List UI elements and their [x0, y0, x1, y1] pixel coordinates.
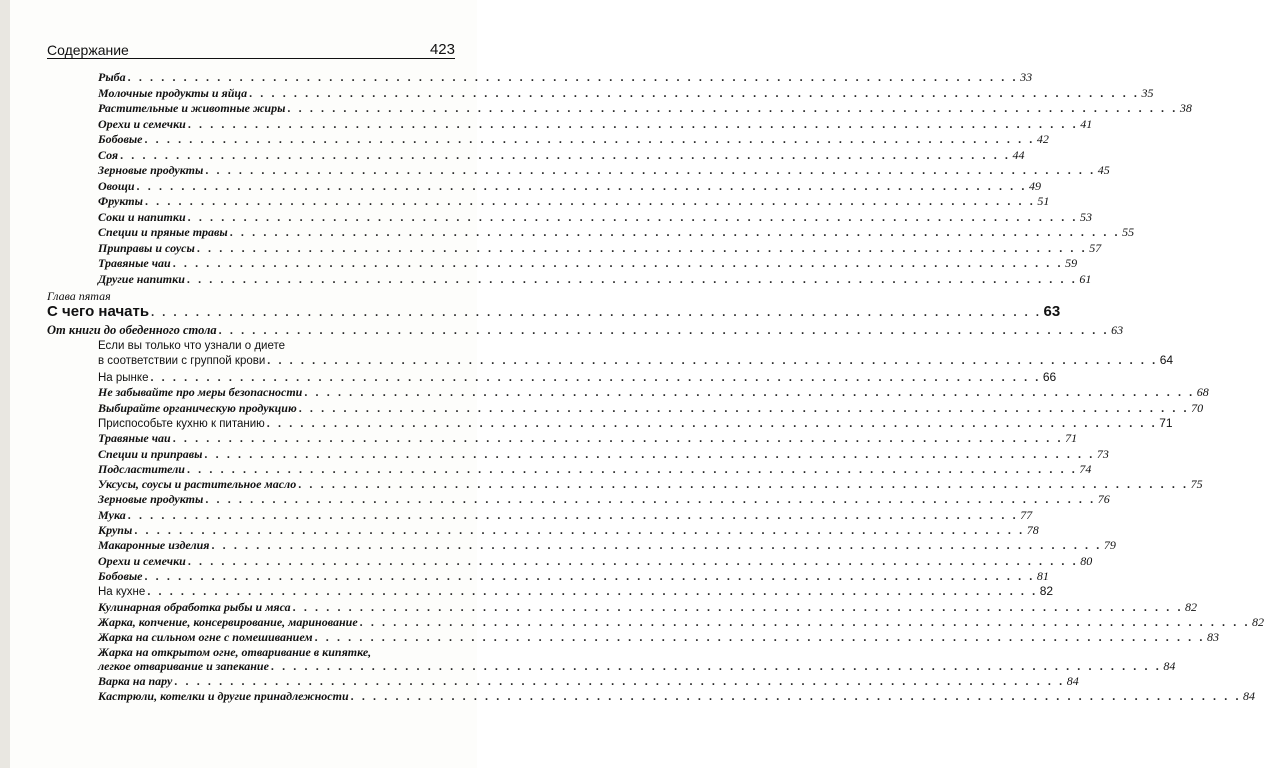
toc-entry-page: 35: [1141, 85, 1154, 100]
toc-entry-label: в соответствии с группой крови: [98, 355, 266, 367]
chapter-page: 63: [1043, 303, 1061, 320]
toc-entry-label: Зерновые продукты: [98, 492, 204, 507]
leader-dots: . . . . . . . . . . . . . . . . . . . . . . . . . . . . . . . . . . . . . . . . . . . . . . . . . . . . . . . . . . . . . . . . . . . . . . . . . . . . . . . .: [174, 674, 1065, 688]
toc-entry-page: 59: [1065, 256, 1078, 270]
toc-entry-page: 33: [1020, 70, 1033, 84]
toc-entry[interactable]: [98, 553, 1093, 568]
toc-entry-label: Мука: [98, 507, 126, 522]
toc-entry-blood[interactable]: [98, 353, 1174, 368]
toc-entry-label: Молочные продукты и яйца: [98, 85, 248, 100]
toc-entry-page: 77: [1020, 507, 1033, 522]
toc-entry-label: Соки и напитки: [98, 209, 186, 224]
toc-entry[interactable]: [98, 538, 1116, 553]
toc-entry-page: 76: [1097, 492, 1110, 507]
leader-dots: . . . . . . . . . . . . . . . . . . . . . . . . . . . . . . . . . . . . . . . . . . . . . . . . . . . . . . . . . . . . . . . . . . . . . . . . . . . . . . . .: [144, 568, 1035, 583]
toc-entry[interactable]: [98, 523, 1039, 537]
leader-dots: . . . . . . . . . . . . . . . . . . . . . . . . . . . . . . . . . . . . . . . . . . . . . . . . . . . . . . . . . . . . . . . . . . . . . . . . . . . . . . . .: [359, 614, 1251, 629]
toc-entry[interactable]: [98, 492, 1110, 507]
toc-entry-page: 81: [1036, 568, 1049, 583]
toc-entry[interactable]: [98, 446, 1109, 461]
toc-entry-label: Макаронные изделия: [98, 538, 210, 553]
toc-entry-label: Бобовые: [98, 568, 143, 583]
leader-dots: . . . . . . . . . . . . . . . . . . . . . . . . . . . . . . . . . . . . . . . . . . . . . . . . . . . . . . . . . . . . . . . . . . . . . . . . . . . . . . . .: [304, 385, 1195, 400]
leader-dots: . . . . . . . . . . . . . . . . . . . . . . . . . . . . . . . . . . . . . . . . . . . . . . . . . . . . . . . . . . . . . . . . . . . . . . . . . . . . . . . .: [350, 689, 1242, 704]
leader-dots: . . . . . . . . . . . . . . . . . . . . . . . . . . . . . . . . . . . . . . . . . . . . . . . . . . . . . . . . . . . . . . . . . . . . . . . . . . . . . . . .: [144, 194, 1036, 208]
leader-dots: . . . . . . . . . . . . . . . . . . . . . . . . . . . . . . . . . . . . . . . . . . . . . . . . . . . . . . . . . . . . . . . . . . . . . . . . . . . . . . . .: [267, 353, 1158, 367]
toc-entry-label: Травяные чаи: [98, 256, 171, 270]
toc-entry-page: 73: [1096, 446, 1109, 461]
toc-entry-page: 71: [1159, 415, 1173, 430]
section-page: 63: [1111, 323, 1124, 337]
leader-dots: . . . . . . . . . . . . . . . . . . . . . . . . . . . . . . . . . . . . . . . . . . . . . . . . . . . . . . . . . . . . . . . . . . . . . . . . . . . . . . . .: [205, 492, 1096, 507]
toc-entry-section[interactable]: [47, 323, 1124, 337]
toc-entry-page: 84: [1163, 659, 1176, 673]
toc-entry-label: Фрукты: [98, 194, 143, 208]
toc-entry-label: Растительные и животные жиры: [98, 101, 286, 115]
toc-entry-page: 79: [1103, 538, 1116, 553]
toc-entry-page: 78: [1026, 523, 1039, 537]
toc-entry-label: Жарка на сильном огне с помешиванием: [98, 630, 313, 645]
section-title: От книги до обеденного стола: [47, 323, 217, 337]
leader-dots: . . . . . . . . . . . . . . . . . . . . . . . . . . . . . . . . . . . . . . . . . . . . . . . . . . . . . . . . . . . . . . . . . . . . . . . . . . . . . . . .: [186, 461, 1078, 476]
toc-entry-page: 66: [1042, 370, 1057, 384]
toc-entry[interactable]: [98, 400, 1204, 415]
toc-entry-page: 55: [1122, 225, 1135, 239]
leader-dots: . . . . . . . . . . . . . . . . . . . . . . . . . . . . . . . . . . . . . . . . . . . . . . . . . . . . . . . . . . . . . . . . . . . . . . . . . . . . . . . .: [136, 178, 1027, 193]
toc-entry[interactable]: [98, 116, 1093, 131]
leader-dots: . . . . . . . . . . . . . . . . . . . . . . . . . . . . . . . . . . . . . . . . . . . . . . . . . . . . . . . . . . . . . . . . . . . . . . . . . . . . . . . .: [120, 147, 1011, 162]
toc-entry-blood-line1[interactable]: Если вы только что узнали о диете: [98, 340, 286, 352]
toc-entry-page: 84: [1243, 689, 1256, 704]
toc-entry[interactable]: [98, 370, 1057, 385]
toc-entry-page: 74: [1079, 461, 1092, 476]
toc-entry-page: 51: [1037, 194, 1050, 208]
leader-dots: . . . . . . . . . . . . . . . . . . . . . . . . . . . . . . . . . . . . . . . . . . . . . . . . . . . . . . . . . . . . . . . . . . . . . . . . . . . . . . . .: [229, 225, 1121, 239]
chapter-title: С чего начать: [47, 303, 150, 320]
leader-dots: . . . . . . . . . . . . . . . . . . . . . . . . . . . . . . . . . . . . . . . . . . . . . . . . . . . . . . . . . . . . . . . . . . . . . . . . . . . . . . . .: [287, 101, 1178, 115]
leader-dots: . . . . . . . . . . . . . . . . . . . . . . . . . . . . . . . . . . . . . . . . . . . . . . . . . . . . . . . . . . . . . . . . . . . . . . . . . . . . . . . .: [196, 240, 1088, 255]
toc-entry-page: 82: [1252, 614, 1264, 629]
leader-dots: . . . . . . . . . . . . . . . . . . . . . . . . . . . . . . . . . . . . . . . . . . . . . . . . . . . . . . . . . . . . . . . . . . . . . . . . . . . . . . . .: [187, 553, 1079, 568]
toc-entry-label: Травяные чаи: [98, 431, 171, 446]
toc-entry-boil[interactable]: [98, 659, 1176, 673]
toc-entry-page: 57: [1089, 240, 1102, 255]
leader-dots: . . . . . . . . . . . . . . . . . . . . . . . . . . . . . . . . . . . . . . . . . . . . . . . . . . . . . . . . . . . . . . . . . . . . . . . . . . . . . . . .: [134, 523, 1025, 537]
leader-dots: . . . . . . . . . . . . . . . . . . . . . . . . . . . . . . . . . . . . . . . . . . . . . . . . . . . . . . . . . . . . . . . . . . . . . . . . . . . . . . . .: [186, 271, 1078, 286]
toc-entry[interactable]: [98, 385, 1209, 400]
toc-entry-page: 70: [1191, 400, 1204, 415]
leader-dots: . . . . . . . . . . . . . . . . . . . . . . . . . . . . . . . . . . . . . . . . . . . . . . . . . . . . . . . . . . . . . . . . . . . . . . . . . . . . . . . .: [172, 431, 1064, 446]
leader-dots: . . . . . . . . . . . . . . . . . . . . . . . . . . . . . . . . . . . . . . . . . . . . . . . . . . . . . . . . . . . . . . . . . . . . . . . . . . . . . . . .: [187, 209, 1079, 224]
toc-entry-label: На кухне: [98, 586, 146, 599]
running-header: [47, 36, 455, 58]
toc-entry[interactable]: [98, 689, 1256, 704]
toc-entry[interactable]: [98, 70, 1033, 84]
toc-entry[interactable]: [98, 630, 1219, 645]
toc-entry-label: Зерновые продукты: [98, 163, 204, 177]
toc-entry-label: Уксусы, соусы и растительное масло: [98, 477, 297, 492]
toc-entry-page: 42: [1036, 132, 1049, 146]
toc-entry-label: На рынке: [98, 372, 149, 384]
toc-entry-label: Соя: [98, 147, 119, 162]
toc-entry[interactable]: [98, 101, 1192, 115]
toc-entry-label: Орехи и семечки: [98, 116, 186, 131]
toc-entry[interactable]: [98, 507, 1033, 522]
toc-entry[interactable]: [98, 461, 1092, 476]
toc-entry-label: Кастрюли, котелки и другие принадлежности: [98, 689, 349, 704]
toc-entry-label: Крупы: [98, 523, 133, 537]
toc-entry[interactable]: [98, 614, 1264, 629]
leader-dots: . . . . . . . . . . . . . . . . . . . . . . . . . . . . . . . . . . . . . . . . . . . . . . . . . . . . . . . . . . . . . . . . . . . . . . . . . . . . . . . .: [204, 446, 1095, 461]
toc-entry-page: 82: [1185, 599, 1198, 614]
toc-entry-page: 38: [1179, 101, 1192, 115]
toc-entry-page: 61: [1079, 271, 1092, 286]
toc-entry-label: Приспособьте кухню к питанию: [98, 417, 265, 430]
leader-dots: . . . . . . . . . . . . . . . . . . . . . . . . . . . . . . . . . . . . . . . . . . . . . . . . . . . . . . . . . . . . . . . . . . . . . . . . . . . . . . . .: [147, 584, 1038, 599]
leader-dots: . . . . . . . . . . . . . . . . . . . . . . . . . . . . . . . . . . . . . . . . . . . . . . . . . . . . . . . . . . . . . . . . . . . . . . . . . . . . . . . .: [249, 85, 1140, 100]
leader-dots: . . . . . . . . . . . . . . . . . . . . . . . . . . . . . . . . . . . . . . . . . . . . . . . . . . . . . . . . . . . . . . . . . . . . . . . . . . . . . . . .: [211, 538, 1102, 553]
toc-entry[interactable]: [98, 477, 1203, 492]
toc-entry-label: Рыба: [98, 70, 126, 84]
toc-entry-page: 75: [1190, 477, 1203, 492]
toc-entry-label: Орехи и семечки: [98, 553, 186, 568]
leader-dots: . . . . . . . . . . . . . . . . . . . . . . . . . . . . . . . . . . . . . . . . . . . . . . . . . . . . . . . . . . . . . . . . . . . . . . . . . . . . . . . .: [218, 323, 1110, 337]
toc-entry-page: 53: [1080, 209, 1093, 224]
leader-dots: . . . . . . . . . . . . . . . . . . . . . . . . . . . . . . . . . . . . . . . . . . . . . . . . . . . . . . . . . . . . . . . . . . . . . . . . . . . . . . . .: [150, 370, 1041, 384]
toc-entry-label: Бобовые: [98, 132, 143, 146]
toc-entry[interactable]: [98, 240, 1102, 255]
toc-entry-label: Варка на пару: [98, 674, 173, 688]
leader-dots: . . . . . . . . . . . . . . . . . . . . . . . . . . . . . . . . . . . . . . . . . . . . . . . . . . . . . . . . . . . . . . . . . . . . . . . . . . . . . . . .: [187, 116, 1079, 131]
toc-entry-label: легкое отваривание и запекание: [98, 659, 269, 673]
leader-dots: . . . . . . . . . . . . . . . . . . . . . . . . . . . . . . . . . . . . . . . . . . . . . . . . . . . . . . . . . . . . . . . . . . . . . . . . . . . . . . . .: [144, 132, 1035, 146]
toc-entry-page: 82: [1039, 584, 1054, 599]
toc-entry-page: 68: [1196, 385, 1209, 400]
toc-entry-page: 45: [1097, 163, 1110, 177]
toc-entry-label: Не забывайте про меры безопасности: [98, 385, 303, 400]
toc-entry[interactable]: [98, 256, 1078, 270]
toc-entry-page: 83: [1206, 630, 1219, 645]
toc-entry-label: Овощи: [98, 178, 135, 193]
leader-dots: . . . . . . . . . . . . . . . . . . . . . . . . . . . . . . . . . . . . . . . . . . . . . . . . . . . . . . . . . . . . . . . . . . . . . . . . . . . . . . . .: [298, 400, 1190, 415]
leader-dots: . . . . . . . . . . . . . . . . . . . . . . . . . . . . . . . . . . . . . . . . . . . . . . . . . . . . . . . . . . . . . . . . . . . . . . . . . . . . . . . .: [314, 630, 1205, 645]
toc-entry-page: 44: [1012, 147, 1025, 162]
leader-dots: . . . . . . . . . . . . . . . . . . . . . . . . . . . . . . . . . . . . . . . . . . . . . . . . . . . . . . . . . . . . . . . . . . . . . . . . . . . . . . . .: [151, 305, 1042, 319]
toc-entry-label: Другие напитки: [98, 271, 185, 286]
toc-entry-label: Подсластители: [98, 461, 185, 476]
toc-entry[interactable]: [98, 415, 1173, 431]
leader-dots: . . . . . . . . . . . . . . . . . . . . . . . . . . . . . . . . . . . . . . . . . . . . . . . . . . . . . . . . . . . . . . . . . . . . . . . . . . . . . . . .: [127, 507, 1019, 522]
toc-entry[interactable]: [98, 568, 1049, 583]
chapter-label: Глава пятая: [47, 289, 111, 303]
leader-dots: . . . . . . . . . . . . . . . . . . . . . . . . . . . . . . . . . . . . . . . . . . . . . . . . . . . . . . . . . . . . . . . . . . . . . . . . . . . . . . . .: [298, 477, 1189, 492]
leader-dots: . . . . . . . . . . . . . . . . . . . . . . . . . . . . . . . . . . . . . . . . . . . . . . . . . . . . . . . . . . . . . . . . . . . . . . . . . . . . . . . .: [270, 659, 1162, 673]
toc-entry-label: Специи и приправы: [98, 446, 203, 461]
toc-entry-label: Специи и пряные травы: [98, 225, 228, 239]
leader-dots: . . . . . . . . . . . . . . . . . . . . . . . . . . . . . . . . . . . . . . . . . . . . . . . . . . . . . . . . . . . . . . . . . . . . . . . . . . . . . . . .: [292, 599, 1184, 614]
toc-entry[interactable]: [98, 85, 1154, 100]
toc-entry[interactable]: [98, 163, 1110, 177]
toc-entry[interactable]: [98, 225, 1135, 239]
header-rule: [47, 58, 455, 59]
toc-entry[interactable]: [98, 674, 1079, 688]
toc-entry-label: Жарка, копчение, консервирование, маринование: [98, 614, 358, 629]
toc-entry[interactable]: [98, 194, 1050, 208]
running-header-title: Содержание: [47, 42, 129, 58]
toc-entry[interactable]: [98, 431, 1078, 446]
toc-entry[interactable]: [98, 132, 1049, 146]
toc-entry[interactable]: [98, 584, 1054, 599]
page-number: 423: [429, 41, 455, 58]
toc-entry-boil-line1[interactable]: Жарка на открытом огне, отваривание в кипятке,: [98, 645, 372, 659]
toc-entry[interactable]: [98, 271, 1092, 286]
toc-entry[interactable]: [98, 178, 1041, 193]
toc-entry[interactable]: [98, 147, 1025, 162]
toc-entry[interactable]: [98, 209, 1093, 224]
leader-dots: . . . . . . . . . . . . . . . . . . . . . . . . . . . . . . . . . . . . . . . . . . . . . . . . . . . . . . . . . . . . . . . . . . . . . . . . . . . . . . . .: [205, 163, 1096, 177]
toc-entry[interactable]: [98, 599, 1198, 614]
leader-dots: . . . . . . . . . . . . . . . . . . . . . . . . . . . . . . . . . . . . . . . . . . . . . . . . . . . . . . . . . . . . . . . . . . . . . . . . . . . . . . . .: [127, 70, 1019, 84]
toc-entry-page: 64: [1159, 353, 1174, 367]
toc-entry-page: 80: [1080, 553, 1093, 568]
toc-entry-page: 84: [1066, 674, 1079, 688]
leader-dots: . . . . . . . . . . . . . . . . . . . . . . . . . . . . . . . . . . . . . . . . . . . . . . . . . . . . . . . . . . . . . . . . . . . . . . . . . . . . . . . .: [266, 415, 1158, 430]
toc-entry-page: 41: [1080, 116, 1093, 131]
toc-entry-label: Выбирайте органическую продукцию: [98, 400, 297, 415]
toc-entry-label: Приправы и соусы: [98, 240, 195, 255]
leader-dots: . . . . . . . . . . . . . . . . . . . . . . . . . . . . . . . . . . . . . . . . . . . . . . . . . . . . . . . . . . . . . . . . . . . . . . . . . . . . . . . .: [172, 256, 1064, 270]
toc-entry-chapter[interactable]: [47, 303, 1061, 320]
toc-entry-page: 49: [1028, 178, 1041, 193]
toc-entry-page: 71: [1065, 431, 1078, 446]
toc-entry-label: Кулинарная обработка рыбы и мяса: [98, 599, 291, 614]
